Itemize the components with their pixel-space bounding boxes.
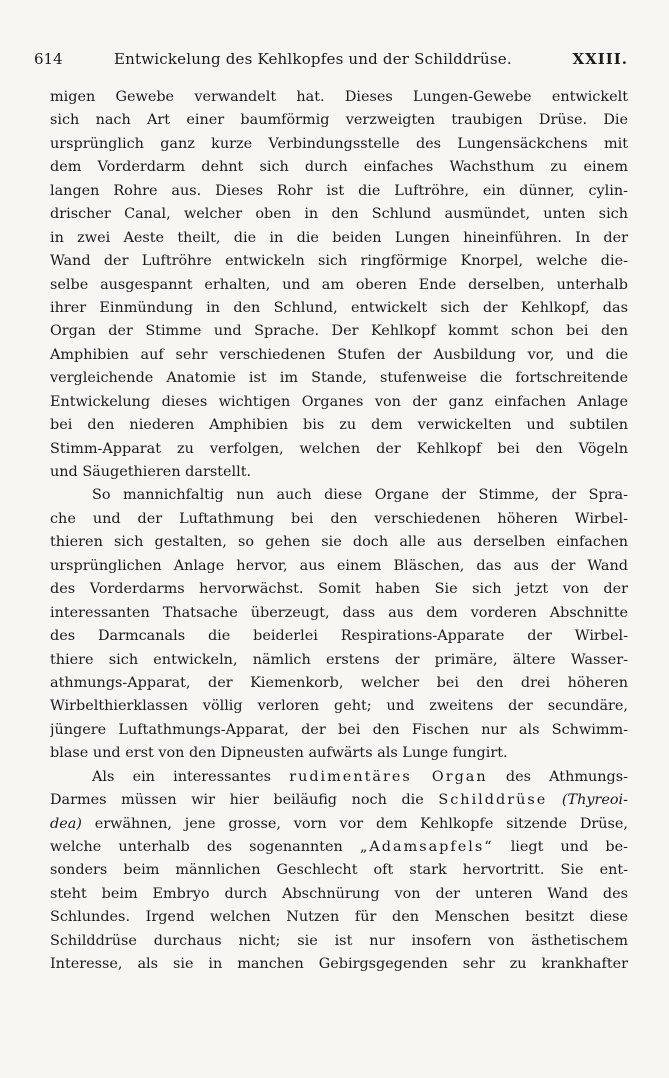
text-line: Entwickelung dieses wichtigen Organes von der ganz einfachen Anlage [50,393,628,410]
text-line: sich nach Art einer baumförmig verzweigten traubigen Drüse. Die [50,112,628,129]
text-line: So mannichfaltig nun auch diese Organe der Stimme, der Spra- [92,487,628,504]
text-fragment: Als ein interessantes [92,768,272,785]
text-line: Schlundes. Irgend welchen Nutzen für den Menschen besitzt diese [50,909,628,926]
running-title: Entwickelung des Kehlkopfes und der Schilddrüse. [114,50,512,68]
chapter-number: XXIII. [572,50,628,68]
text-fragment: des Athmungs- [505,768,628,785]
text-line: jüngere Luftathmungs-Apparat, der bei den Fischen nur als Schwimm- [50,721,628,738]
text-line [50,836,628,859]
text-line: athmungs-Apparat, der Kiemenkorb, welcher bei den drei höheren [50,674,628,691]
text-line: Interesse, als sie in manchen Gebirgsgegenden sehr zu krankhafter [50,956,628,973]
text-line [50,766,628,789]
text-line: che und der Luftathmung bei den verschiedenen höheren Wirbel- [50,510,628,527]
text-line: in zwei Aeste theilt, die in die beiden Lungen hineinführen. In der [50,229,628,246]
text-line: vergleichende Anatomie ist im Stande, stufenweise die fortschreitende [50,370,628,387]
text-line: thieren sich gestalten, so gehen sie doch alle aus derselben einfachen [50,534,628,551]
term-schilddruese: Schilddrüse [438,792,548,809]
text-line: des Vorderdarms hervorwächst. Somit haben Sie sich jetzt von der [50,581,628,598]
text-line: langen Rohre aus. Dieses Rohr ist die Luftröhre, ein dünner, cylin- [50,182,628,199]
text-line: Wirbelthierklassen völlig verloren geht; und zweitens der secundäre, [50,698,628,715]
body-text [50,86,628,977]
term-adamsapfel: „Adamsapfels“ [359,839,494,855]
text-line: steht beim Embryo durch Abschnürung von der unteren Wand des [50,885,628,902]
text-line: ursprünglichen Anlage hervor, aus einem Bläschen, das aus der Wand [50,557,628,574]
text-line: des Darmcanals die beiderlei Respirations-Apparate der Wirbel- [50,628,628,645]
text-line [50,789,628,812]
text-line: Organ der Stimme und Sprache. Der Kehlkopf kommt schon bei den [50,323,628,340]
text-line: selbe ausgespannt erhalten, und am oberen Ende derselben, unterhalb [50,276,628,293]
text-line: migen Gewebe verwandelt hat. Dieses Lungen-Gewebe entwickelt [50,89,628,105]
text-line: sonders beim männlichen Geschlecht oft stark hervortritt. Sie ent- [50,862,628,879]
term-thyreoidea-end: dea) [50,815,82,832]
term-thyreoidea: (Thyreoi- [561,792,628,809]
text-line: interessanten Thatsache überzeugt, dass aus dem vorderen Abschnitte [50,604,628,621]
page-header [34,46,628,72]
text-line: blase und erst von den Dipneusten aufwärts als Lunge fungirt. [50,745,508,762]
text-line: ursprünglich ganz kurze Verbindungsstelle des Lungensäckchens mit [50,135,628,152]
text-line: und Säugethieren darstellt. [50,464,252,480]
text-line: dem Vorderdarm dehnt sich durch einfaches Wachsthum zu einem [50,159,628,176]
text-line: Schilddrüse durchaus nicht; sie ist nur insofern von ästhetischem [50,932,628,949]
text-line: Wand der Luftröhre entwickeln sich ringförmige Knorpel, welche die- [50,253,628,270]
text-line: bei den niederen Amphibien bis zu dem verwickelten und subtilen [50,417,628,434]
text-line: Stimm-Apparat zu verfolgen, welchen der Kehlkopf bei den Vögeln [50,440,628,457]
text-line [50,813,628,836]
text-fragment: Darmes müssen wir hier beiläufig noch die [50,792,424,809]
text-fragment: welche unterhalb des sogenannten [50,839,343,855]
text-line: drischer Canal, welcher oben in den Schlund ausmündet, unten sich [50,206,628,223]
text-fragment: erwähnen, jene grosse, vorn vor dem Kehlkopfe sitzende Drüse, [94,815,628,832]
text-line: Amphibien auf sehr verschiedenen Stufen der Ausbildung vor, und die [50,346,628,363]
term-rudimentary-organ: rudimentäres Organ [289,768,488,785]
text-line: thiere sich entwickeln, nämlich erstens der primäre, ältere Wasser- [50,651,628,668]
text-fragment: liegt und be- [510,839,628,855]
page-number: 614 [34,50,63,68]
text-line: ihrer Einmündung in den Schlund, entwickelt sich der Kehlkopf, das [50,299,628,316]
